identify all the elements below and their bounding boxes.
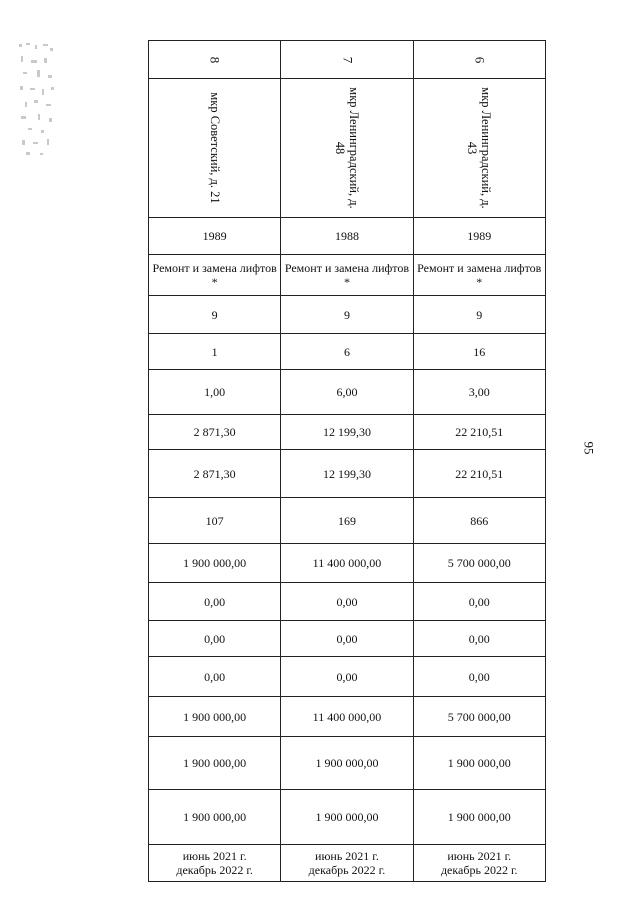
table-cell: 1,00: [149, 370, 281, 415]
table-cell: 1 900 000,00: [149, 737, 281, 790]
table-cell: 0,00: [413, 657, 545, 697]
table-cell: 1: [149, 334, 281, 370]
table-cell: 9: [281, 296, 413, 334]
table-row: [149, 334, 546, 370]
table-row: [149, 296, 546, 334]
table-cell: 0,00: [149, 583, 281, 621]
end-date: декабрь 2022 г.: [440, 863, 518, 877]
table-cell: 2 871,30: [149, 415, 281, 450]
table-cell: 1 900 000,00: [281, 790, 413, 845]
start-date: июнь 2021 г.: [447, 849, 512, 863]
table-cell: 22 210,51: [413, 450, 545, 498]
table-cell: 12 199,30: [281, 450, 413, 498]
page-number-text: 95: [581, 441, 597, 455]
table-cell: 2 871,30: [149, 450, 281, 498]
date-range-cell: [413, 845, 545, 882]
table-cell: 6,00: [281, 370, 413, 415]
date-range-cell: [149, 845, 281, 882]
address-cell: [281, 79, 413, 218]
column-number: 8: [207, 56, 223, 63]
table-row: [149, 415, 546, 450]
table-cell: Ремонт и замена лифтов *: [281, 255, 413, 296]
table-row: [149, 498, 546, 544]
table-cell: 1988: [281, 218, 413, 255]
column-number: 7: [339, 56, 355, 63]
table-row: [149, 450, 546, 498]
table-cell: 1 900 000,00: [281, 737, 413, 790]
start-date: июнь 2021 г.: [182, 849, 247, 863]
table-row-addresses: [149, 79, 546, 218]
start-date: июнь 2021 г.: [315, 849, 379, 863]
table-cell: 5 700 000,00: [413, 544, 545, 583]
address-cell: [149, 79, 281, 218]
address-text: мкр Ленинградский, д. 43: [465, 87, 494, 209]
table-cell: 0,00: [413, 621, 545, 657]
table-cell: 0,00: [281, 657, 413, 697]
housing-repair-table: [148, 40, 546, 882]
table-cell: Ремонт и замена лифтов *: [413, 255, 545, 296]
table-row: [149, 544, 546, 583]
scan-stamp-mark: [17, 42, 57, 158]
table-cell: 9: [413, 296, 545, 334]
column-number: 6: [472, 56, 488, 63]
address-text: мкр Ленинградский, д. 48: [332, 87, 361, 209]
table-cell: 5 700 000,00: [413, 697, 545, 737]
column-number-cell: [413, 41, 545, 79]
column-number-cell: [149, 41, 281, 79]
table-cell: 1 900 000,00: [413, 790, 545, 845]
table-cell: 0,00: [149, 621, 281, 657]
table-cell: 0,00: [413, 583, 545, 621]
table-cell: 1 900 000,00: [413, 737, 545, 790]
table-cell: 3,00: [413, 370, 545, 415]
table-row: [149, 697, 546, 737]
table-cell: 11 400 000,00: [281, 544, 413, 583]
table-row: [149, 621, 546, 657]
table-cell: 22 210,51: [413, 415, 545, 450]
table-row: [149, 737, 546, 790]
address-text: мкр Советский, д. 21: [207, 92, 222, 204]
table-cell: 0,00: [149, 657, 281, 697]
table-cell: 1 900 000,00: [149, 544, 281, 583]
table-cell: 0,00: [281, 583, 413, 621]
table-cell: 9: [149, 296, 281, 334]
column-number-cell: [281, 41, 413, 79]
table-cell: 11 400 000,00: [281, 697, 413, 737]
table-cell: 6: [281, 334, 413, 370]
table-cell: 107: [149, 498, 281, 544]
address-cell: [413, 79, 545, 218]
table-row-year: [149, 218, 546, 255]
table-cell: 1 900 000,00: [149, 697, 281, 737]
page-number: [582, 440, 595, 456]
table-row-dates: [149, 845, 546, 882]
table-cell: 1989: [149, 218, 281, 255]
end-date: декабрь 2022 г.: [308, 863, 386, 877]
end-date: декабрь 2022 г.: [176, 863, 253, 877]
table-cell: 0,00: [281, 621, 413, 657]
table-row-work-type: [149, 255, 546, 296]
table-row-header-numbers: [149, 41, 546, 79]
table-row: [149, 657, 546, 697]
table-cell: 1989: [413, 218, 545, 255]
table-row: [149, 583, 546, 621]
date-range-cell: [281, 845, 413, 882]
table-cell: 12 199,30: [281, 415, 413, 450]
table-row: [149, 370, 546, 415]
table-cell: 16: [413, 334, 545, 370]
table-cell: 169: [281, 498, 413, 544]
table-cell: 866: [413, 498, 545, 544]
table-cell: Ремонт и замена лифтов *: [149, 255, 281, 296]
table-row: [149, 790, 546, 845]
table-cell: 1 900 000,00: [149, 790, 281, 845]
